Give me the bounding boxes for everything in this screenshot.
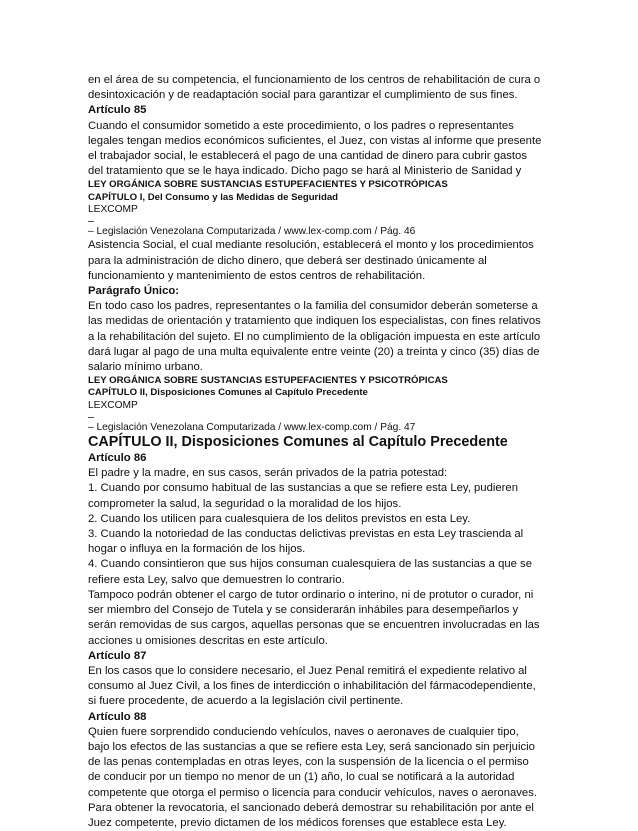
text-line: En todo caso los padres, representantes o la familia del consumidor deberán someterse a <box>88 300 538 313</box>
brand-label: LEXCOMP <box>88 203 138 215</box>
text-line: Quien fuere sorprendido conduciendo vehículos, naves o aeronaves de cualquier tipo, <box>88 725 519 738</box>
text-line: acciones u omisiones descritas en este artículo. <box>88 634 328 647</box>
text-line: Para obtener la revocatoria, el sancionado deberá demostrar su rehabilitación por ante el <box>88 801 534 814</box>
text-line: bajo los efectos de las sustancias a que se refiere esta Ley, será sancionado sin perjuicio <box>88 740 535 753</box>
text-line: comprometer la salud, la seguridad o la moralidad de los hijos. <box>88 497 402 510</box>
text-line: 2. Cuando los utilicen para cualesquiera de los delitos previstos en esta Ley. <box>88 512 471 525</box>
article-87-title: Artículo 87 <box>88 649 147 662</box>
chapter-subtitle: CAPÍTULO II, Disposiciones Comunes al Capítulo Precedente <box>88 387 368 399</box>
article-85-title: Artículo 85 <box>88 104 147 117</box>
text-line: a la rehabilitación del sujeto. El no cumplimiento de la obligación impuesta en este artículo <box>88 330 541 343</box>
running-header-1 <box>88 179 550 216</box>
chapter-subtitle: CAPÍTULO I, Del Consumo y las Medidas de Seguridad <box>88 191 339 203</box>
text-line: 4. Cuando consintieron que sus hijos consuman cualesquiera de las sustancias a que se <box>88 558 532 571</box>
text-line: si fuere procedente, de acuerdo a la legislación civil pertinente. <box>88 695 404 708</box>
text-line: 3. Cuando la notoriedad de las conductas delictivas previstas en esta Ley trascienda al <box>88 528 524 541</box>
text-line: 1. Cuando por consumo habitual de las sustancias a que se refiere esta Ley, pudieren <box>88 482 518 495</box>
text-line: legales tengan medios económicos suficientes, el Juez, con vistas al informe que presente <box>88 134 542 147</box>
text-block-3 <box>88 434 550 831</box>
text-line: salario mínimo urbano. <box>88 360 203 373</box>
law-title: LEY ORGÁNICA SOBRE SUSTANCIAS ESTUPEFACIENTES Y PSICOTRÓPICAS <box>88 179 448 191</box>
text-line: ser miembro del Consejo de Tutela y se considerarán inhábiles para desempeñarlos y <box>88 604 519 617</box>
chapter-heading: CAPÍTULO II, Disposiciones Comunes al Capítulo Precedente <box>88 434 508 451</box>
text-line: hogar o influya en la formación de los hijos. <box>88 543 306 556</box>
text-line: funcionamiento y mantenimiento de estos centros de rehabilitación. <box>88 269 426 282</box>
article-86-title: Artículo 86 <box>88 452 147 465</box>
brand-label: LEXCOMP <box>88 399 138 411</box>
text-block-2 <box>88 238 550 375</box>
text-line: competente que otorga el permiso o licencia para conducir vehículos, naves o aeronaves. <box>88 786 538 799</box>
law-title: LEY ORGÁNICA SOBRE SUSTANCIAS ESTUPEFACIENTES Y PSICOTRÓPICAS <box>88 375 448 387</box>
text-line: en el área de su competencia, el funcionamiento de los centros de rehabilitación de cura o <box>88 74 541 86</box>
footnote-divider <box>88 221 94 222</box>
text-line: el trabajador social, le establecerá el pago de una cantidad de dinero para cubrir gastos <box>88 150 527 163</box>
document-page <box>88 73 550 831</box>
text-line: dará lugar al pago de una multa equivalente entre veinte (20) a treinta y cinco (35) días de <box>88 345 540 358</box>
text-line: las medidas de orientación y tratamiento que indiquen los especialistas, con fines relativos <box>88 315 541 328</box>
running-header-2 <box>88 375 550 412</box>
text-line: refiere esta Ley, salvo que demuestren lo contrario. <box>88 573 345 586</box>
text-line: del tratamiento que se le haya indicado. Dicho pago se hará al Ministerio de Sanidad y <box>88 165 522 178</box>
text-line: En los casos que lo considere necesario, el Juez Penal remitirá el expediente relativo al <box>88 664 527 677</box>
text-line: Tampoco podrán obtener el cargo de tutor ordinario o interino, ni de protutor o curador, ni <box>88 588 534 601</box>
page-footer-47: – Legislación Venezolana Computarizada / www.lex-comp.com / Pág. 47 <box>88 422 416 434</box>
paragraph-title: Parágrafo Único: <box>88 284 180 297</box>
footnote-divider <box>88 417 94 418</box>
text-line: consumo al Juez Civil, a los fines de interdicción o inhabilitación del fármacodependiente, <box>88 680 536 693</box>
text-line: El padre y la madre, en sus casos, serán privados de la patria potestad: <box>88 467 448 480</box>
text-line: de las penas contempladas en otras leyes, con la suspensión de la licencia o el permiso <box>88 756 529 769</box>
text-line: serán removidas de sus cargos, aquellas personas que se encuentren involucradas en las <box>88 619 540 632</box>
page-footer-46: – Legislación Venezolana Computarizada / www.lex-comp.com / Pág. 46 <box>88 226 416 238</box>
text-block-1 <box>88 73 550 179</box>
text-line: desintoxicación y de readaptación social para garantizar el cumplimiento de sus fines. <box>88 89 518 102</box>
text-line: Cuando el consumidor sometido a este procedimiento, o los padres o representantes <box>88 119 514 132</box>
text-line: Juez competente, previo dictamen de los médicos forenses que establece esta Ley. <box>88 816 507 829</box>
text-line: de conducir por un tiempo no menor de un (1) año, lo cual se notificará a la autoridad <box>88 771 515 784</box>
article-88-title: Artículo 88 <box>88 710 147 723</box>
text-line: para la administración de dicho dinero, que deberá ser destinado únicamente al <box>88 254 487 267</box>
text-line: Asistencia Social, el cual mediante resolución, establecerá el monto y los procedimientos <box>88 239 534 252</box>
